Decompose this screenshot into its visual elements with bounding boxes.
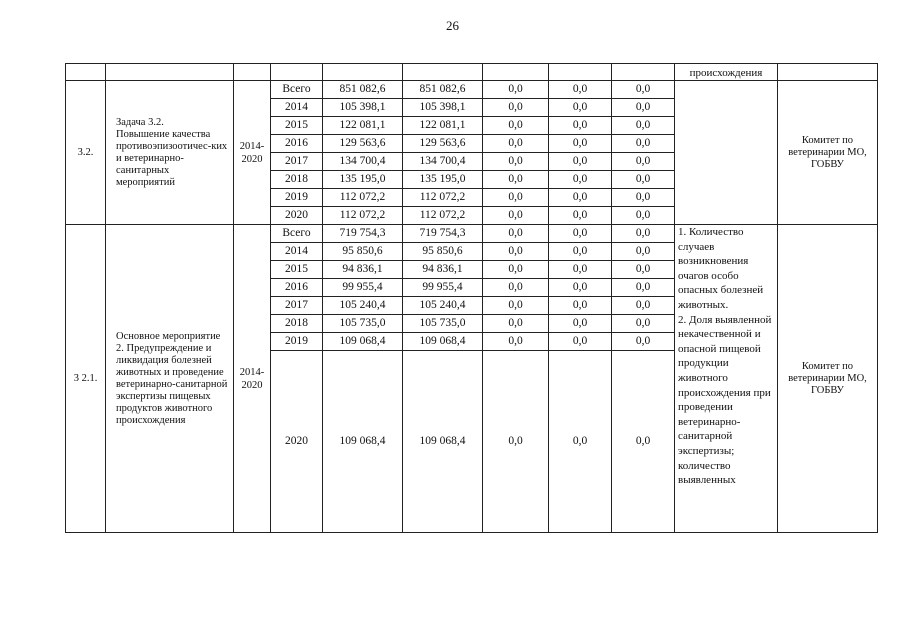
value-regional: 851 082,6 [403, 81, 483, 99]
value-federal: 0,0 [483, 117, 549, 135]
value-total: 94 836,1 [323, 261, 403, 279]
section-name: Основное мероприятие 2. Предупреждение и ликвидация болезней животных и проведение ветеринарно-санитарной экспертизы пищевых продуктов животного происхождения [106, 225, 234, 533]
value-other: 0,0 [612, 117, 675, 135]
row-year: 2017 [271, 297, 323, 315]
value-total: 105 398,1 [323, 99, 403, 117]
section-executor: Комитет по ветеринарии МО, ГОБВУ [778, 225, 878, 533]
value-regional: 129 563,6 [403, 135, 483, 153]
indicator-continuation: происхождения [675, 64, 778, 81]
value-other: 0,0 [612, 153, 675, 171]
row-year: 2019 [271, 333, 323, 351]
section-name: Задача 3.2. Повышение качества противоэпизоотичес-ких и ветеринарно-санитарных мероприятий [106, 81, 234, 225]
value-regional: 109 068,4 [403, 333, 483, 351]
value-other: 0,0 [612, 207, 675, 225]
row-year: Всего [271, 81, 323, 99]
value-local: 0,0 [549, 315, 612, 333]
value-regional: 135 195,0 [403, 171, 483, 189]
value-regional: 109 068,4 [403, 351, 483, 533]
value-federal: 0,0 [483, 189, 549, 207]
section-number: 3 2.1. [66, 225, 106, 533]
value-total: 95 850,6 [323, 243, 403, 261]
row-year: 2018 [271, 315, 323, 333]
value-other: 0,0 [612, 171, 675, 189]
row-year: 2019 [271, 189, 323, 207]
row-year: Всего [271, 225, 323, 243]
value-regional: 105 735,0 [403, 315, 483, 333]
value-regional: 112 072,2 [403, 207, 483, 225]
value-local: 0,0 [549, 351, 612, 533]
value-federal: 0,0 [483, 99, 549, 117]
value-other: 0,0 [612, 225, 675, 243]
indicator-cell [675, 81, 778, 225]
value-regional: 122 081,1 [403, 117, 483, 135]
value-local: 0,0 [549, 135, 612, 153]
value-local: 0,0 [549, 225, 612, 243]
value-federal: 0,0 [483, 81, 549, 99]
value-local: 0,0 [549, 279, 612, 297]
section-period: 2014- 2020 [234, 81, 271, 225]
continuation-row [66, 64, 878, 81]
page-number: 26 [446, 18, 459, 33]
value-regional: 94 836,1 [403, 261, 483, 279]
value-total: 134 700,4 [323, 153, 403, 171]
value-federal: 0,0 [483, 207, 549, 225]
value-other: 0,0 [612, 333, 675, 351]
value-other: 0,0 [612, 81, 675, 99]
table-row [66, 225, 878, 243]
row-year: 2015 [271, 261, 323, 279]
value-local: 0,0 [549, 333, 612, 351]
value-other: 0,0 [612, 279, 675, 297]
row-year: 2020 [271, 207, 323, 225]
value-total: 105 240,4 [323, 297, 403, 315]
row-year: 2018 [271, 171, 323, 189]
value-total: 122 081,1 [323, 117, 403, 135]
value-total: 105 735,0 [323, 315, 403, 333]
value-local: 0,0 [549, 189, 612, 207]
value-total: 109 068,4 [323, 333, 403, 351]
value-federal: 0,0 [483, 351, 549, 533]
value-regional: 105 240,4 [403, 297, 483, 315]
value-federal: 0,0 [483, 225, 549, 243]
value-regional: 95 850,6 [403, 243, 483, 261]
section-indicator: 1. Количество случаев возникновения очагов особо опасных болезней животных. 2. Доля выявленной некачественной и опасной пищевой продукции животного происхождения при проведении ветеринарно-санитарной экспертизы; количество выявленных [675, 225, 778, 533]
value-total: 851 082,6 [323, 81, 403, 99]
value-local: 0,0 [549, 297, 612, 315]
value-federal: 0,0 [483, 315, 549, 333]
value-local: 0,0 [549, 171, 612, 189]
row-year: 2014 [271, 99, 323, 117]
value-federal: 0,0 [483, 243, 549, 261]
value-other: 0,0 [612, 135, 675, 153]
program-table [65, 63, 878, 533]
value-local: 0,0 [549, 117, 612, 135]
row-year: 2016 [271, 279, 323, 297]
value-total: 99 955,4 [323, 279, 403, 297]
row-year: 2016 [271, 135, 323, 153]
value-regional: 99 955,4 [403, 279, 483, 297]
value-total: 112 072,2 [323, 207, 403, 225]
value-local: 0,0 [549, 81, 612, 99]
value-other: 0,0 [612, 189, 675, 207]
value-regional: 112 072,2 [403, 189, 483, 207]
value-local: 0,0 [549, 99, 612, 117]
row-year: 2020 [271, 351, 323, 533]
value-total: 135 195,0 [323, 171, 403, 189]
value-total: 109 068,4 [323, 351, 403, 533]
value-regional: 134 700,4 [403, 153, 483, 171]
value-other: 0,0 [612, 351, 675, 533]
row-year: 2015 [271, 117, 323, 135]
value-other: 0,0 [612, 243, 675, 261]
row-year: 2014 [271, 243, 323, 261]
value-local: 0,0 [549, 261, 612, 279]
value-federal: 0,0 [483, 135, 549, 153]
value-federal: 0,0 [483, 171, 549, 189]
value-total: 719 754,3 [323, 225, 403, 243]
section-period: 2014- 2020 [234, 225, 271, 533]
value-federal: 0,0 [483, 261, 549, 279]
value-federal: 0,0 [483, 297, 549, 315]
section-number: 3.2. [66, 81, 106, 225]
value-local: 0,0 [549, 207, 612, 225]
row-year: 2017 [271, 153, 323, 171]
value-other: 0,0 [612, 99, 675, 117]
value-other: 0,0 [612, 297, 675, 315]
program-table-body [66, 64, 878, 533]
value-total: 112 072,2 [323, 189, 403, 207]
value-total: 129 563,6 [323, 135, 403, 153]
value-other: 0,0 [612, 261, 675, 279]
value-regional: 719 754,3 [403, 225, 483, 243]
value-regional: 105 398,1 [403, 99, 483, 117]
value-federal: 0,0 [483, 333, 549, 351]
value-local: 0,0 [549, 153, 612, 171]
value-federal: 0,0 [483, 279, 549, 297]
section-executor: Комитет по ветеринарии МО, ГОБВУ [778, 81, 878, 225]
value-federal: 0,0 [483, 153, 549, 171]
value-other: 0,0 [612, 315, 675, 333]
table-row [66, 81, 878, 99]
value-local: 0,0 [549, 243, 612, 261]
